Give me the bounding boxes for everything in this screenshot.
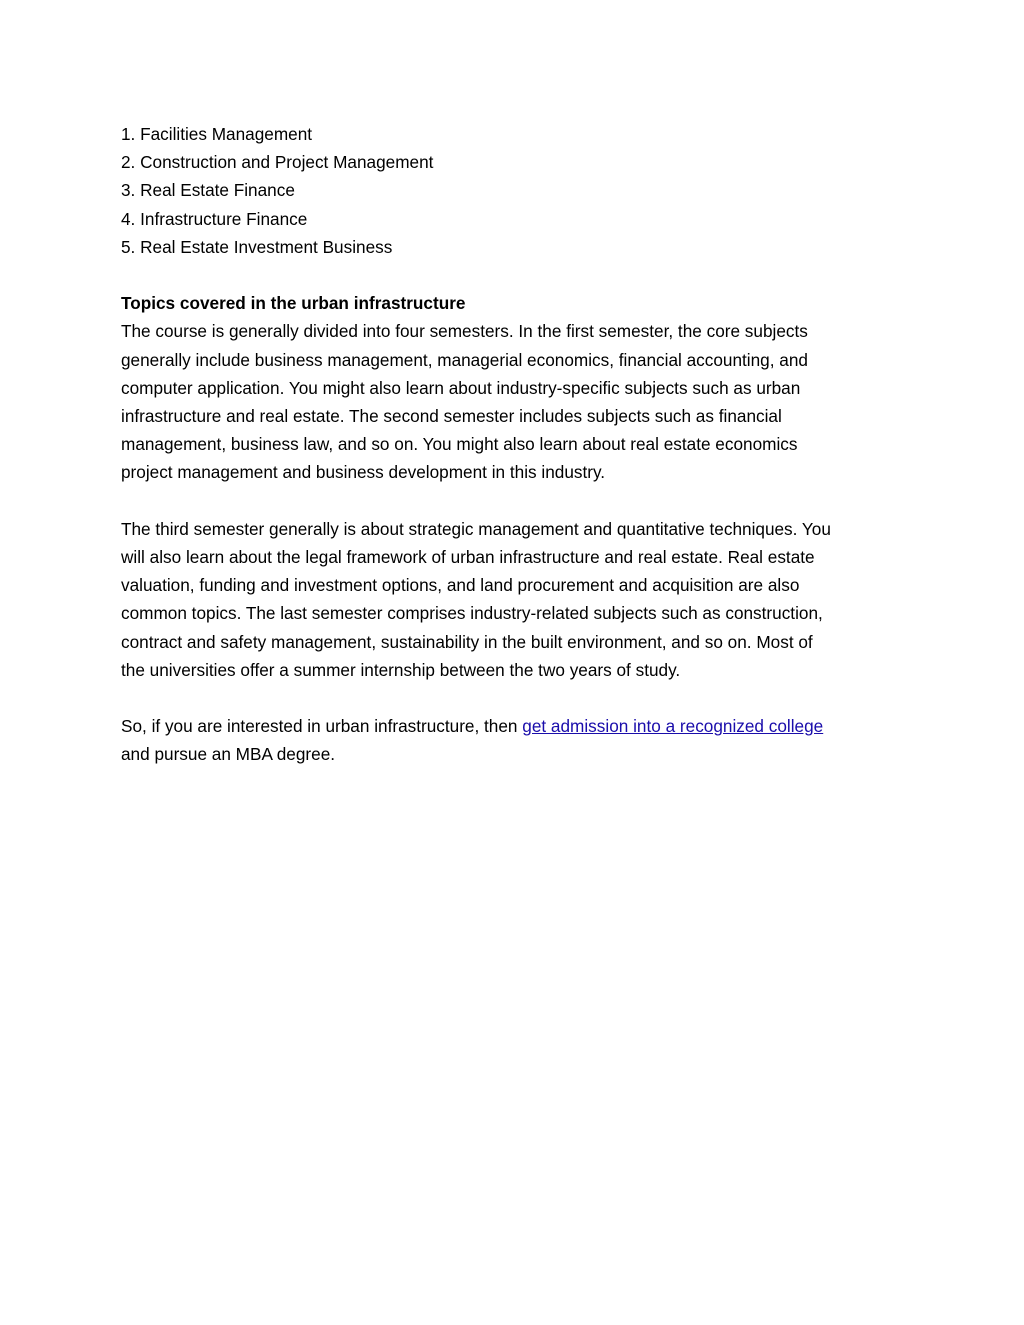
spacer [121,487,901,515]
closing-line [121,712,901,740]
admission-link[interactable]: get admission into a recognized college [522,716,824,737]
list-item: 2. Construction and Project Management [121,152,434,173]
paragraph-line: The third semester generally is about strategic management and quantitative techniques. You [121,518,831,539]
list-item: 5. Real Estate Investment Business [121,236,393,257]
paragraph-line: contract and safety management, sustainability in the built environment, and so on. Most of [121,631,813,652]
paragraph-line: valuation, funding and investment options, and land procurement and acquisition are also [121,575,800,596]
numbered-list [121,120,901,261]
paragraph-line: generally include business management, managerial economics, financial accounting, and [121,349,808,370]
paragraph-second [121,515,901,684]
paragraph-line: common topics. The last semester comprises industry-related subjects such as construction, [121,603,823,624]
list-item: 3. Real Estate Finance [121,180,295,201]
closing-text-before-link: So, if you are interested in urban infrastructure, then [121,716,523,737]
section-heading: Topics covered in the urban infrastructure [121,293,466,314]
paragraph-line: The course is generally divided into four semesters. In the first semester, the core subjects [121,321,808,342]
list-item: 1. Facilities Management [121,124,313,144]
closing-paragraph [121,712,901,768]
spacer [121,261,901,289]
closing-text-after-link: and pursue an MBA degree. [121,744,336,765]
document-page [121,120,901,769]
paragraph-line: management, business law, and so on. You might also learn about real estate economics [121,434,798,455]
paragraph-line: computer application. You might also learn about industry-specific subjects such as urban [121,377,801,398]
paragraph-line: project management and business development in this industry. [121,462,606,483]
paragraph-line: infrastructure and real estate. The second semester includes subjects such as financial [121,406,782,427]
list-item: 4. Infrastructure Finance [121,208,308,229]
paragraph-line: will also learn about the legal framework of urban infrastructure and real estate. Real estate [121,547,815,568]
paragraph-line: the universities offer a summer internship between the two years of study. [121,659,681,680]
spacer [121,684,901,712]
paragraph-first [121,317,901,486]
